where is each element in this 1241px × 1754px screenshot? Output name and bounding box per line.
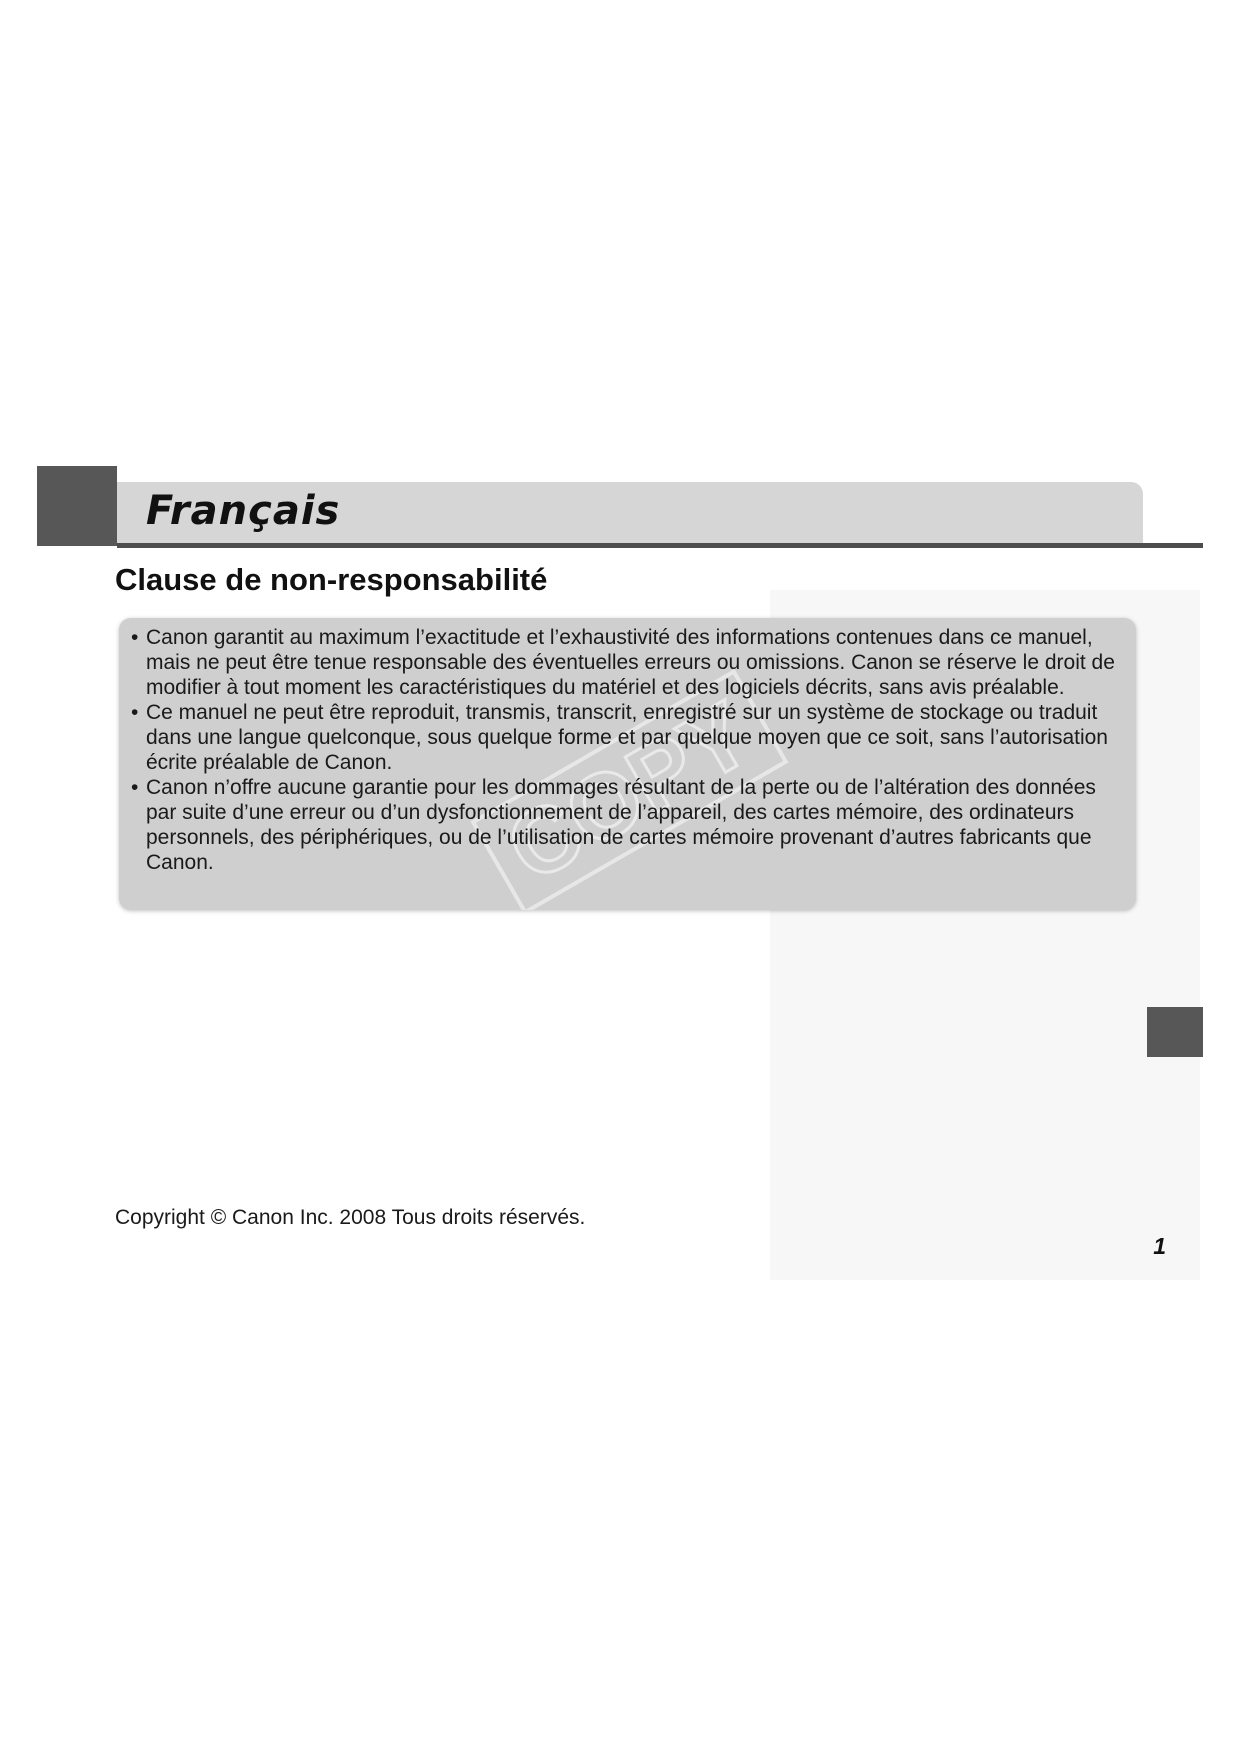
header-rule: [117, 543, 1203, 548]
bullet-icon: •: [131, 626, 139, 649]
disclaimer-item: [131, 625, 1124, 700]
disclaimer-box: [119, 618, 1136, 910]
disclaimer-text: Ce manuel ne peut être reproduit, transmis, transcrit, enregistré sur un système de stockage ou traduit dans une langue quelconque, sous quelque forme et par quelque moyen que ce soit, sans l’autorisation écrite préalable de Canon.: [146, 701, 1108, 774]
language-title: Français: [146, 488, 341, 534]
disclaimer-text: Canon n’offre aucune garantie pour les dommages résultant de la perte ou de l’altération des données par suite d’une erreur ou d’un dysfonctionnement de l’appareil, des cartes mémoire, des ordinateurs personnels, des périphériques, ou de l’utilisation de cartes mémoire provenant d’autres fabricants que Canon.: [146, 776, 1096, 874]
chapter-marker: [37, 466, 117, 546]
disclaimer-list: [131, 625, 1124, 875]
section-title: Clause de non-responsabilité: [115, 562, 548, 597]
copyright-notice: Copyright © Canon Inc. 2008 Tous droits réservés.: [115, 1206, 586, 1229]
disclaimer-item: [131, 775, 1124, 875]
copy-watermark: COPY: [470, 669, 788, 910]
disclaimer-text: Canon garantit au maximum l’exactitude et l’exhaustivité des informations contenues dans ce manuel, mais ne peut être tenue responsable des éventuelles erreurs ou omissions. Canon se réserve le droit de modifier à tout moment les caractéristiques du matériel et des logiciels décrits, sans avis préalable.: [146, 626, 1115, 699]
disclaimer-item: [131, 700, 1124, 775]
page-number: 1: [1153, 1233, 1166, 1259]
bullet-icon: •: [131, 701, 139, 724]
bullet-icon: •: [131, 776, 139, 799]
side-index-tab: [1147, 1007, 1203, 1057]
